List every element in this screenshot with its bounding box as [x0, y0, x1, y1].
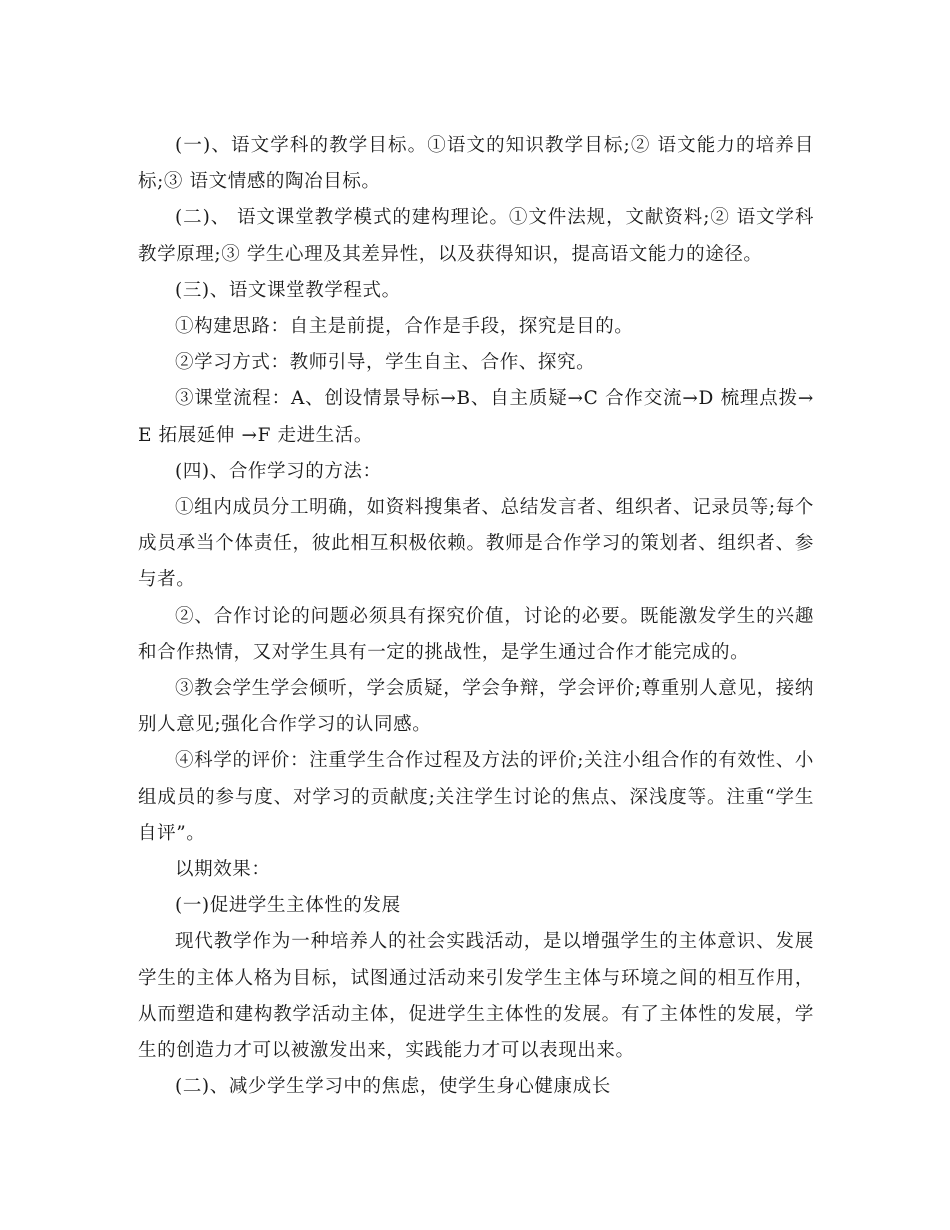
paragraph-construction-idea: ①构建思路：自主是前提，合作是手段，探究是目的。 [175, 316, 634, 338]
paragraph-goals: (一)、语文学科的教学目标。①语文的知识教学目标;② 语文能力的培养目标;③ 语文情感的陶冶目标。 [138, 135, 814, 193]
paragraph-cooperation-3: ③教会学生学会倾听，学会质疑，学会争辩，学会评价;尊重别人意见，接纳别人意见;强化合作学习的认同感。 [138, 678, 814, 736]
paragraph-expected-effects: 以期效果： [175, 859, 271, 881]
paragraph-learning-mode: ②学习方式：教师引导，学生自主、合作、探究。 [175, 352, 596, 374]
paragraph-procedure-heading: (三)、语文课堂教学程式。 [175, 279, 401, 301]
paragraph-cooperation-heading: (四)、合作学习的方法： [175, 460, 382, 482]
document-body [138, 128, 814, 1105]
paragraph-cooperation-4: ④科学的评价：注重学生合作过程及方法的评价;关注小组合作的有效性、小组成员的参与度、对学习的贡献度;关注学生讨论的焦点、深浅度等。注重“学生自评”。 [138, 750, 814, 844]
paragraph-effect-1-heading: (一)促进学生主体性的发展 [175, 895, 401, 917]
paragraph-effect-1-body: 现代教学作为一种培养人的社会实践活动，是以增强学生的主体意识、发展学生的主体人格为目标，试图通过活动来引发学生主体与环境之间的相互作用，从而塑造和建构教学活动主体，促进学生主体性的发展。有了主体性的发展，学生的创造力才可以被激发出来，实践能力才可以表现出来。 [138, 931, 814, 1062]
paragraph-cooperation-1: ①组内成员分工明确，如资料搜集者、总结发言者、组织者、记录员等;每个成员承当个体责任，彼此相互积极依赖。教师是合作学习的策划者、组织者、参与者。 [138, 497, 814, 591]
paragraph-cooperation-2: ②、合作讨论的问题必须具有探究价值，讨论的必要。既能激发学生的兴趣和合作热情，又对学生具有一定的挑战性，是学生通过合作才能完成的。 [138, 605, 814, 663]
paragraph-theory: (二)、 语文课堂教学模式的建构理论。①文件法规，文献资料;② 语文学科教学原理;③ 学生心理及其差异性，以及获得知识，提高语文能力的途径。 [138, 207, 814, 265]
paragraph-effect-2-heading: (二)、减少学生学习中的焦虑，使学生身心健康成长 [175, 1076, 611, 1098]
paragraph-class-flow: ③课堂流程：A、创设情景导标→B、自主质疑→C 合作交流→D 梳理点拨→E 拓展延伸 →F 走进生活。 [138, 388, 814, 446]
